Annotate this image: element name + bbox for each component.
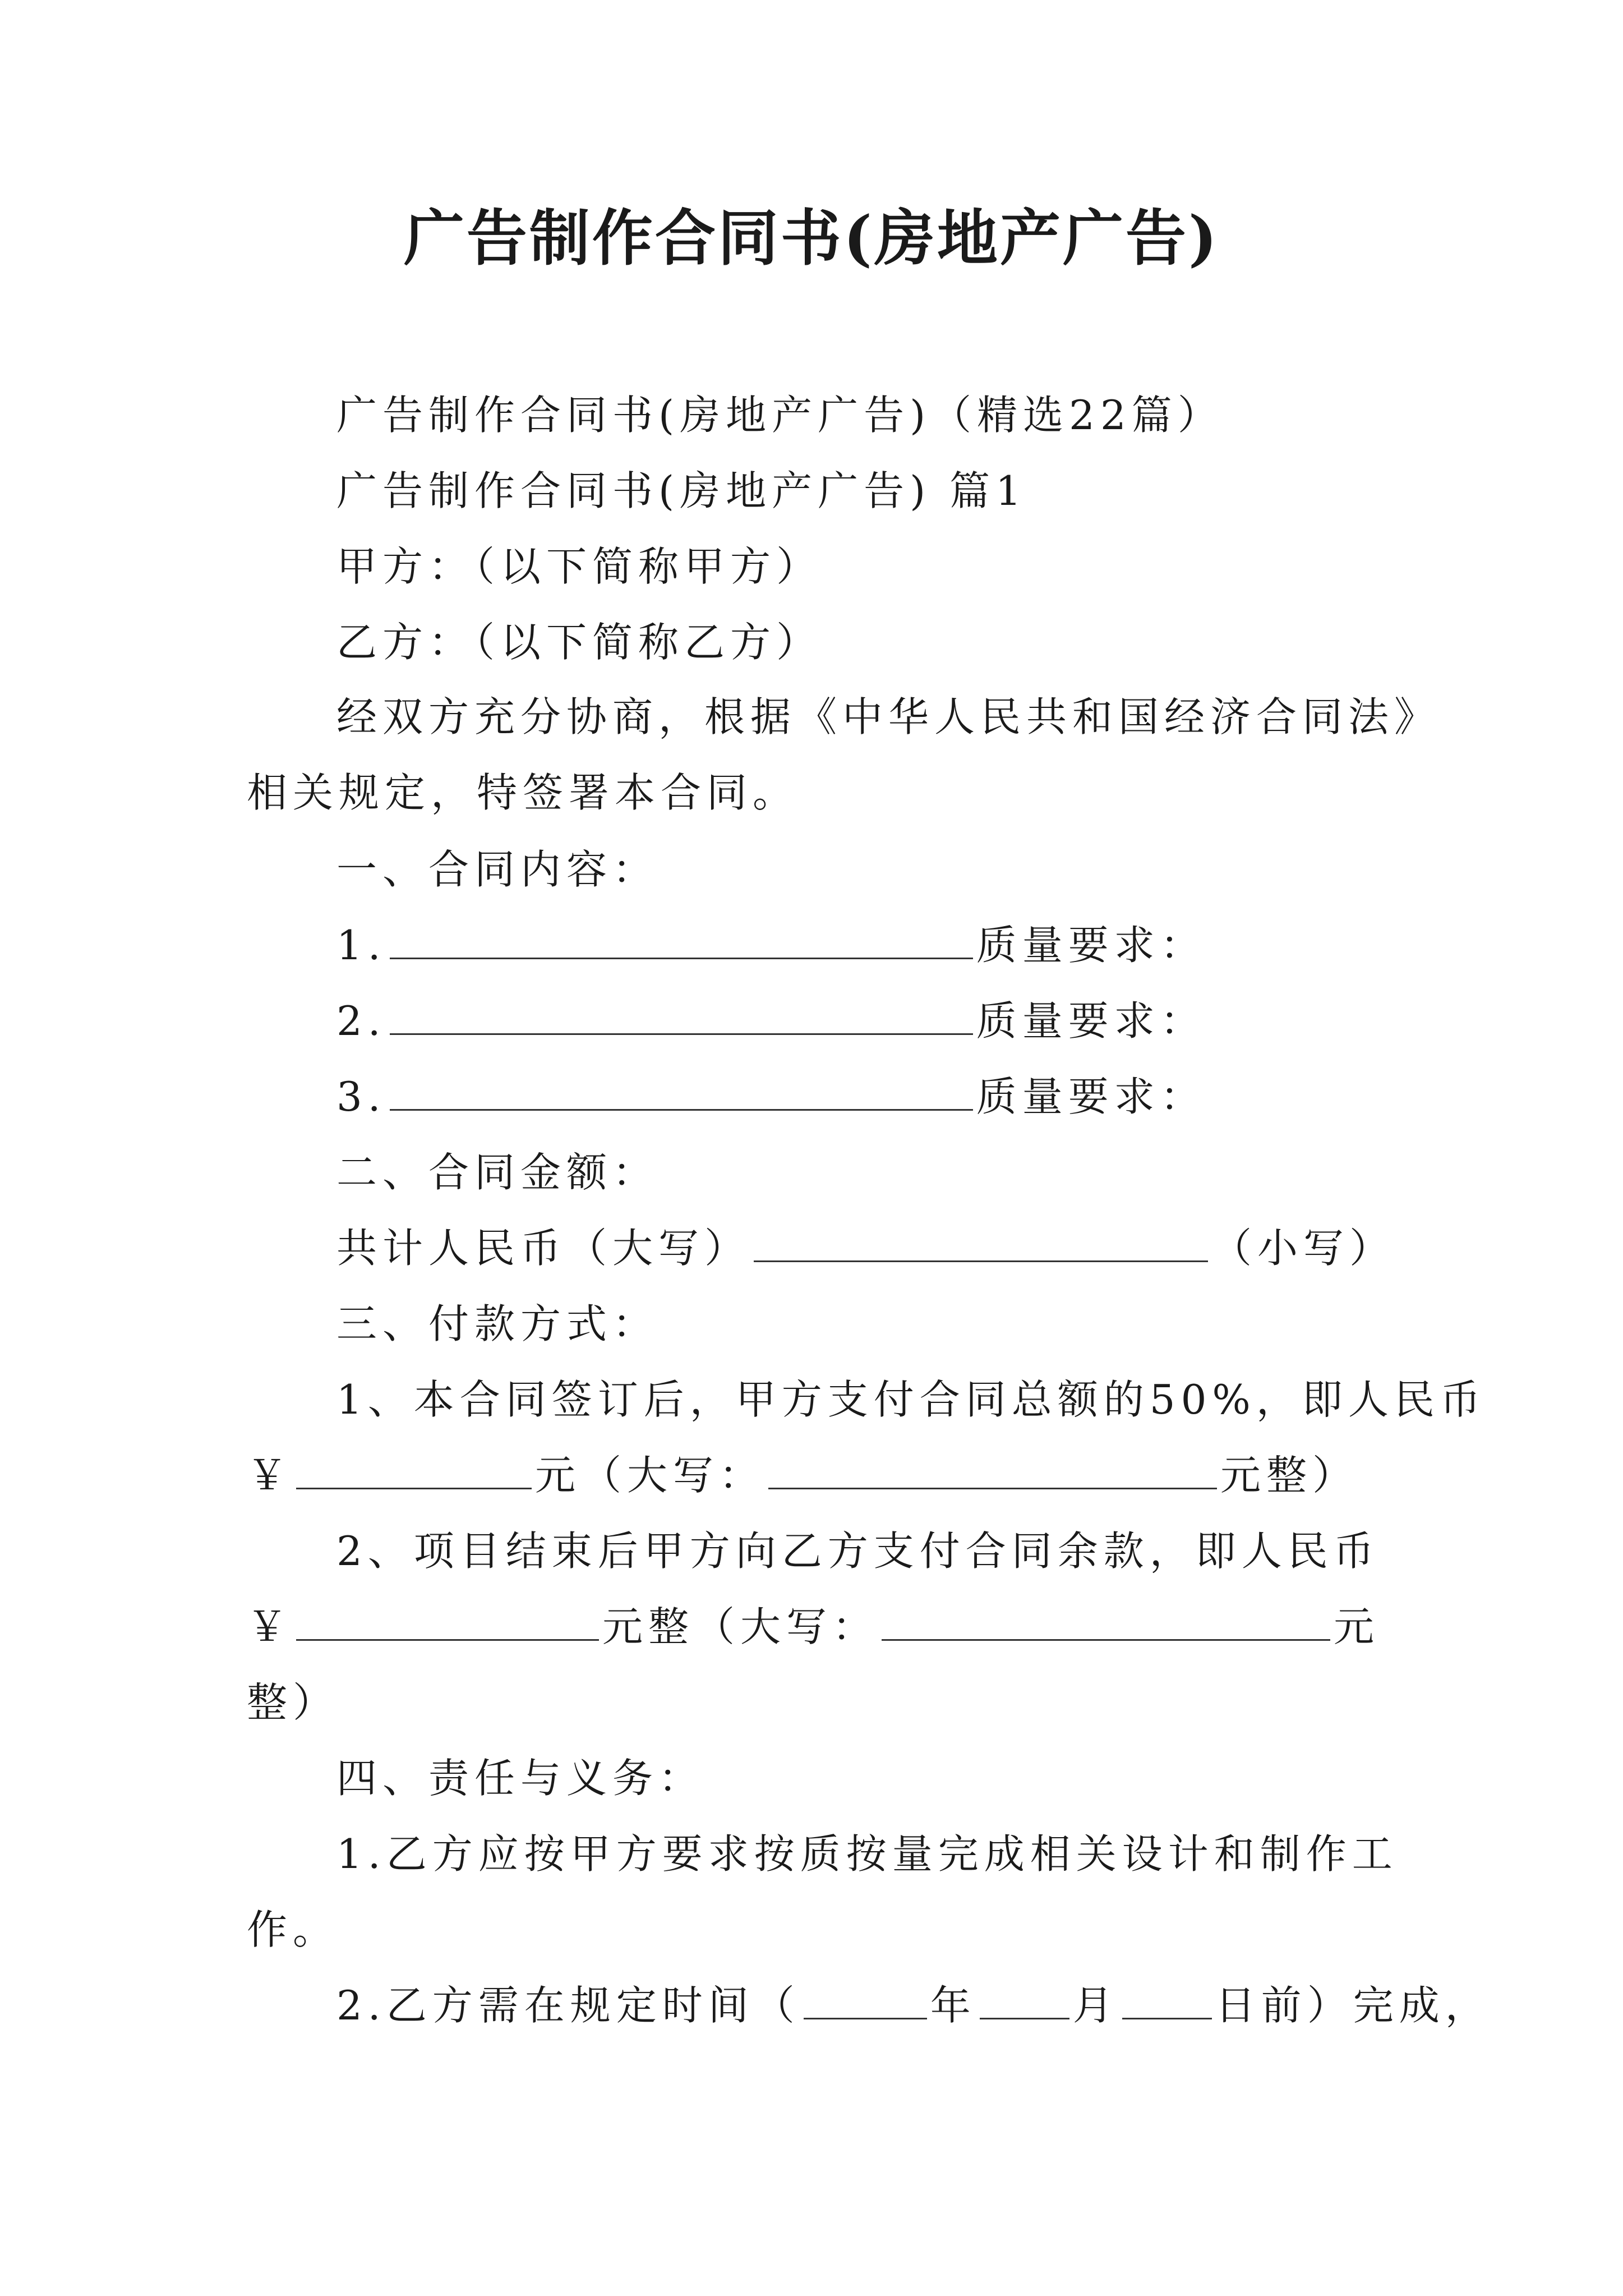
blank-field (390, 918, 973, 959)
blank-month (980, 1978, 1069, 2019)
payment-2-line-3: 整） (247, 1679, 339, 1726)
payment-1-line-1: 1、本合同签订后，甲方支付合同总额的50%，即人民币 (336, 1376, 1486, 1423)
duty-1-line-2: 作。 (247, 1906, 339, 1953)
party-b-line: 乙方：（以下简称乙方） (336, 619, 823, 666)
document-title: 广告制作合同书(房地产广告) (403, 203, 1220, 274)
pay2-end: 元 (1334, 1603, 1380, 1650)
amount-prefix: 共计人民币（大写） (336, 1225, 751, 1272)
blank-day (1122, 1978, 1212, 2019)
amount-suffix: （小写） (1211, 1225, 1396, 1272)
preamble-line-1: 经双方充分协商，根据《中华人民共和国经济合同法》 (336, 693, 1441, 740)
section-2-heading: 二、合同金额： (336, 1149, 659, 1196)
quality-label: 质量要求： (976, 1073, 1206, 1120)
blank-field (768, 1448, 1217, 1489)
payment-2-line-1: 2、项目结束后甲方向乙方支付合同余款，即人民币 (336, 1527, 1380, 1575)
pay1-end: 元整） (1220, 1452, 1359, 1499)
pay2-yuan: 元整（大写： (602, 1603, 879, 1650)
chapter-heading: 广告制作合同书(房地产广告) 篇1 (336, 467, 1027, 514)
blank-year (804, 1978, 927, 2019)
pay1-yuan: 元（大写： (535, 1452, 766, 1499)
yen-sign: ￥ (247, 1452, 293, 1499)
blank-field (296, 1600, 599, 1641)
day-label: 日前）完成， (1215, 1982, 1491, 2029)
subtitle: 广告制作合同书(房地产广告)（精选22篇） (336, 392, 1224, 439)
quality-label: 质量要求： (976, 922, 1206, 969)
payment-2-line-2 (247, 1599, 1380, 1655)
content-item-1 (336, 917, 1206, 973)
blank-field (390, 1070, 973, 1111)
blank-field (390, 994, 973, 1035)
item-number: 1. (336, 922, 386, 969)
item-number: 2. (336, 997, 386, 1045)
payment-1-line-2 (247, 1447, 1358, 1503)
yen-sign: ￥ (247, 1603, 293, 1650)
item-number: 3. (336, 1073, 386, 1120)
section-1-heading: 一、合同内容： (336, 846, 659, 893)
quality-label: 质量要求： (976, 997, 1206, 1045)
duty-2-line-1 (336, 1977, 1491, 2033)
blank-field (296, 1448, 532, 1489)
year-label: 年 (930, 1982, 976, 2029)
amount-line (336, 1220, 1395, 1276)
month-label: 月 (1072, 1982, 1119, 2029)
party-a-line: 甲方：（以下简称甲方） (336, 543, 823, 590)
section-4-heading: 四、责任与义务： (336, 1755, 705, 1802)
content-item-3 (336, 1069, 1206, 1125)
section-3-heading: 三、付款方式： (336, 1300, 659, 1347)
duty-1-line-1: 1.乙方应按甲方要求按质按量完成相关设计和制作工 (336, 1830, 1398, 1878)
blank-field (882, 1600, 1330, 1641)
preamble-line-2: 相关规定，特签署本合同。 (247, 769, 799, 816)
content-item-2 (336, 993, 1206, 1049)
blank-field (754, 1221, 1208, 1262)
duty2-text: 2.乙方需在规定时间（ (336, 1982, 800, 2029)
